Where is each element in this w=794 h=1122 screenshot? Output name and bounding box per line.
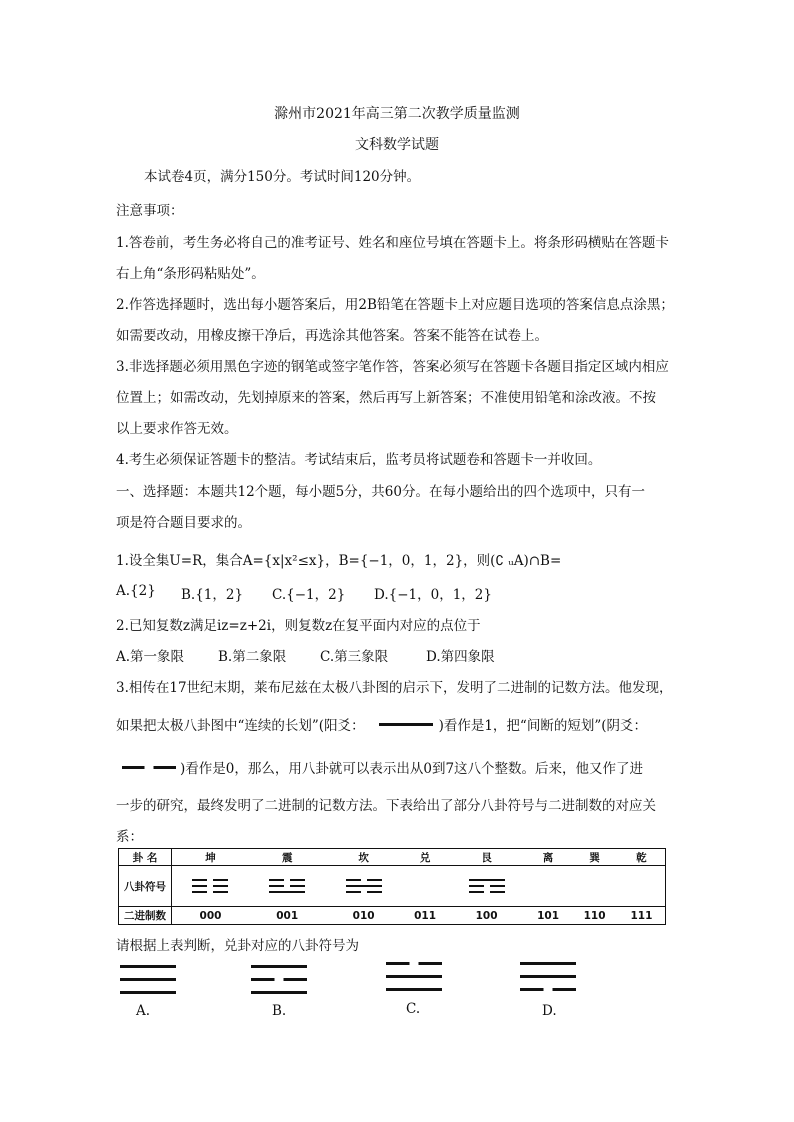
q3-prompt: 请根据上表判断，兑卦对应的八卦符号为 xyxy=(116,938,359,954)
binary-gen: 100 xyxy=(448,907,524,925)
table-header-symbol: 八卦符号 xyxy=(119,866,172,907)
q1-option-d: D.{−1，0，1，2} xyxy=(374,587,492,603)
gua-symbol-li xyxy=(525,866,572,907)
note-3-line-2: 位置上；如需改动，先划掉原来的答案，然后再写上新答案；不准使用铅笔和涂改液。不按 xyxy=(116,390,656,406)
binary-kun: 000 xyxy=(172,907,249,925)
note-2-line-1: 2.作答选择题时，选出每小题答案后，用2B铅笔在答题卡上对应题目选项的答案信息点涂黑； xyxy=(116,297,674,313)
q2-stem: 2.已知复数z满足iz=z+2i，则复数z在复平面内对应的点位于 xyxy=(116,618,481,634)
option-b-trigram-icon xyxy=(251,965,307,1004)
gua-name-zhen: 震 xyxy=(249,849,325,866)
notes-heading: 注意事项： xyxy=(116,203,184,219)
q3-line-4: 一步的研究，最终发明了二进制的记数方法。下表给出了部分八卦符号与二进制数的对应关 xyxy=(116,798,656,814)
table-header-name: 卦 名 xyxy=(119,849,172,866)
q2-option-a: A.第一象限 xyxy=(116,649,185,665)
q3-line-1: 3.相传在17世纪末期，莱布尼兹在太极八卦图的启示下，发明了二进制的记数方法。他发现， xyxy=(116,680,673,696)
gua-symbol-gen xyxy=(448,866,524,907)
gua-symbol-qian xyxy=(618,866,666,907)
gua-symbol-dui xyxy=(402,866,449,907)
option-c-trigram-icon xyxy=(386,962,442,1001)
binary-qian: 111 xyxy=(618,907,666,925)
option-a-label: A. xyxy=(136,1003,151,1019)
option-a-trigram-icon xyxy=(120,965,176,1004)
section-heading-line-1: 一、选择题：本题共12个题，每小题5分，共60分。在每小题给出的四个选项中，只有一 xyxy=(116,484,645,500)
table-row-binary xyxy=(119,907,666,925)
note-1-line-2: 右上角“条形码粘贴处”。 xyxy=(116,266,265,282)
note-3-line-3: 以上要求作答无效。 xyxy=(116,421,238,437)
gua-symbol-xun xyxy=(571,866,618,907)
q3-line-3 xyxy=(118,757,643,777)
option-b-label: B. xyxy=(272,1003,287,1019)
kan-trigram-icon xyxy=(346,875,382,897)
binary-xun: 110 xyxy=(571,907,618,925)
section-heading-line-2: 项是符合题目要求的。 xyxy=(116,515,251,531)
option-c-label: C. xyxy=(406,1001,421,1017)
option-d-label: D. xyxy=(542,1003,557,1019)
binary-kan: 010 xyxy=(325,907,401,925)
gua-name-xun: 巽 xyxy=(571,849,618,866)
zhen-trigram-icon xyxy=(269,875,305,897)
table-header-binary: 二进制数 xyxy=(119,907,172,925)
gua-name-qian: 乾 xyxy=(618,849,666,866)
q3-line-3-text: )看作是0，那么，用八卦就可以表示出从0到7这八个整数。后来，他又作了进 xyxy=(180,761,644,777)
gua-symbol-kan xyxy=(325,866,401,907)
q3-line-2-b: )看作是1，把“间断的短划”(阴爻： xyxy=(438,718,648,734)
paper-title: 滁州市2021年高三第二次教学质量监测 xyxy=(274,106,520,122)
gua-symbol-zhen xyxy=(249,866,325,907)
q2-option-c: C.第三象限 xyxy=(320,649,389,665)
kun-trigram-icon xyxy=(192,875,228,897)
table-row-symbols xyxy=(119,866,666,907)
bagua-binary-table xyxy=(118,848,666,925)
gua-symbol-kun xyxy=(172,866,249,907)
gen-trigram-icon xyxy=(469,875,505,897)
q3-line-2 xyxy=(116,714,647,734)
option-d-trigram-icon xyxy=(520,962,576,1001)
q2-option-b: B.第二象限 xyxy=(218,649,287,665)
intro-text: 本试卷4页，满分150分。考试时间120分钟。 xyxy=(144,169,421,185)
gua-name-dui: 兑 xyxy=(402,849,449,866)
table-row-names xyxy=(119,849,666,866)
yang-yao-icon xyxy=(379,723,433,726)
q3-line-2-a: 如果把太极八卦图中“连续的长划”(阳爻： xyxy=(116,718,365,734)
note-3-line-1: 3.非选择题必须用黑色字迹的钢笔或签字笔作答，答案必须写在答题卡各题目指定区域内相应 xyxy=(116,359,669,375)
q1-option-c: C.{−1，2} xyxy=(272,587,346,603)
q3-line-5: 系： xyxy=(116,829,143,845)
gua-name-li: 离 xyxy=(525,849,572,866)
binary-dui: 011 xyxy=(402,907,449,925)
q1-stem: 1.设全集U=R，集合A={x|x²≤x}，B={−1，0，1，2}，则(∁ ᵤA)∩B= xyxy=(116,553,562,569)
binary-zhen: 001 xyxy=(249,907,325,925)
note-1-line-1: 1.答卷前，考生务必将自己的准考证号、姓名和座位号填在答题卡上。将条形码横贴在答题卡 xyxy=(116,235,669,251)
gua-name-kan: 坎 xyxy=(325,849,401,866)
yin-yao-icon xyxy=(122,766,176,769)
q2-option-d: D.第四象限 xyxy=(426,649,495,665)
note-4: 4.考生必须保证答题卡的整洁。考试结束后，监考员将试题卷和答题卡一并收回。 xyxy=(116,452,602,468)
binary-li: 101 xyxy=(525,907,572,925)
paper-subtitle: 文科数学试题 xyxy=(355,137,439,153)
gua-name-gen: 艮 xyxy=(448,849,524,866)
note-2-line-2: 如需要改动，用橡皮擦干净后，再选涂其他答案。答案不能答在试卷上。 xyxy=(116,328,548,344)
q1-option-a: A.{2} xyxy=(116,583,156,599)
q1-option-b: B.{1，2} xyxy=(181,587,244,603)
gua-name-kun: 坤 xyxy=(172,849,249,866)
